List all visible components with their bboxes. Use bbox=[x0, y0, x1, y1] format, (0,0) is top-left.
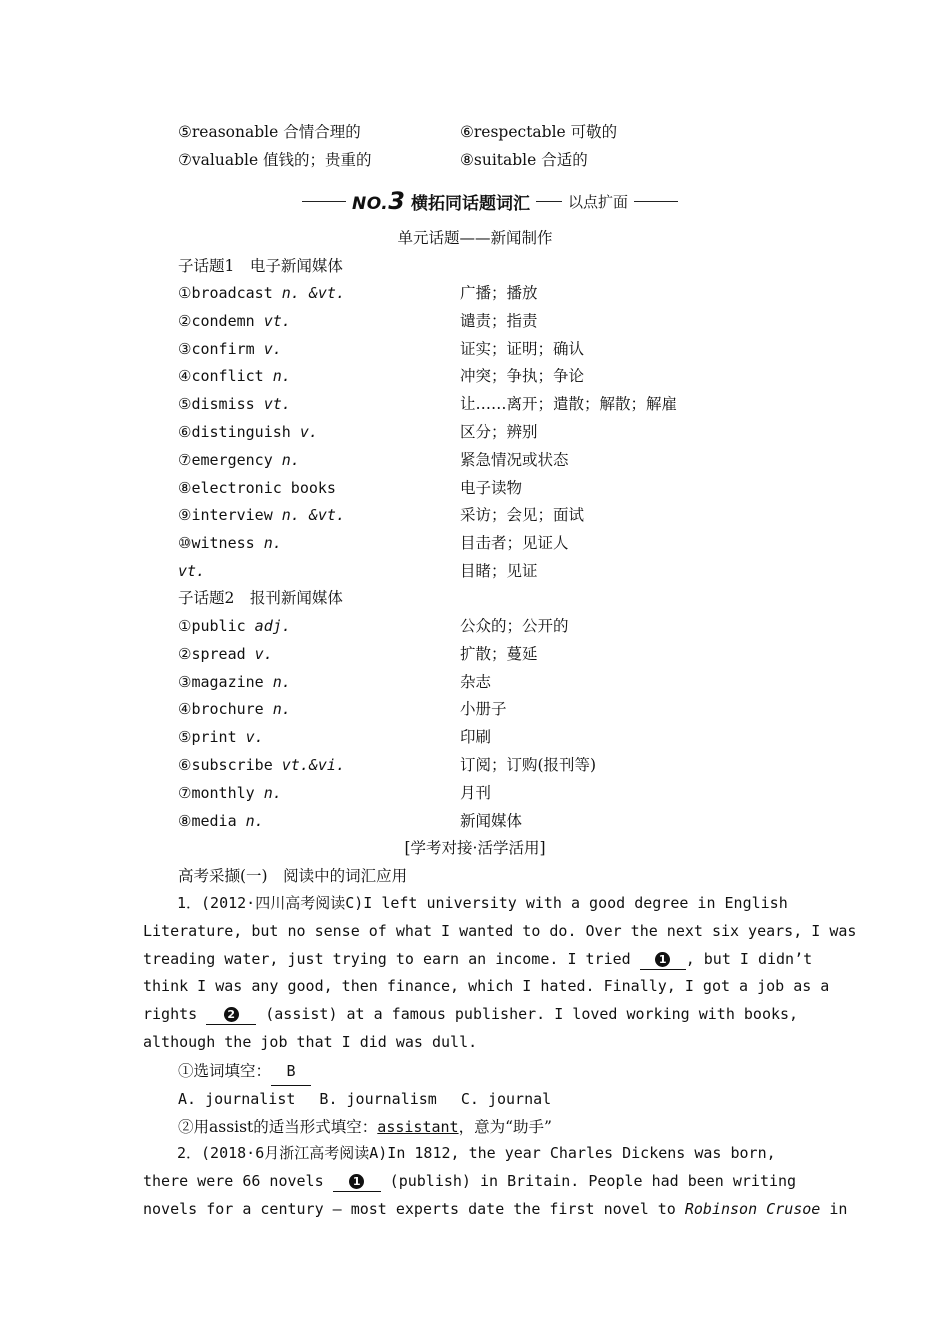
word-text: ①public bbox=[178, 617, 255, 635]
part-of-speech: n. bbox=[263, 534, 282, 553]
text-segment: (publish) in Britain. People had been writing bbox=[380, 1171, 797, 1190]
vocab-word bbox=[178, 335, 282, 363]
part-of-speech: v. bbox=[299, 423, 318, 441]
word-text: ②spread bbox=[178, 644, 255, 663]
answer-blank-1[interactable] bbox=[333, 1171, 381, 1192]
part-of-speech: v. bbox=[254, 644, 273, 663]
vocab-word bbox=[178, 723, 264, 751]
word-text: ⑥distinguish bbox=[178, 423, 300, 441]
blank-number: 1 bbox=[349, 1174, 364, 1189]
text-line bbox=[143, 1001, 807, 1029]
book-title: Robinson Crusoe bbox=[684, 1199, 821, 1218]
part-of-speech: n. &vt. bbox=[281, 506, 345, 525]
options-line: A. journalist B. journalism C. journal bbox=[178, 1090, 552, 1108]
blank-number: 2 bbox=[224, 1007, 239, 1022]
subtopic-1-title: 子话题1 电子新闻媒体 bbox=[178, 257, 343, 275]
vocab-word bbox=[178, 279, 345, 307]
text-line: 1．(2012·四川高考阅读C)I left university with a good degree in English bbox=[177, 894, 788, 912]
divider bbox=[302, 201, 346, 202]
answer-blank-1[interactable] bbox=[640, 949, 686, 970]
banner-prefix: NO. bbox=[352, 194, 389, 214]
part-of-speech: v. bbox=[263, 339, 282, 358]
part-of-speech: n. bbox=[272, 700, 291, 719]
sub-question-label: ①选词填空： bbox=[178, 1062, 272, 1080]
answer-blank-2[interactable] bbox=[206, 1004, 256, 1025]
section-banner bbox=[300, 186, 680, 216]
answer-value: B bbox=[271, 1057, 311, 1086]
vocab-meaning: 公众的；公开的 bbox=[460, 617, 569, 635]
vocab-word bbox=[178, 612, 291, 640]
answer-value: assistant bbox=[377, 1118, 459, 1136]
word-text: ⑩witness bbox=[178, 534, 264, 553]
part-of-speech: v. bbox=[245, 728, 264, 747]
vocab-meaning: 月刊 bbox=[460, 783, 492, 802]
text-segment: treading water, just trying to earn an income. I tried bbox=[143, 949, 640, 968]
vocab-meaning: 目击者；见证人 bbox=[460, 534, 569, 553]
part-of-speech: n. bbox=[245, 811, 264, 830]
text-segment: there were 66 novels bbox=[143, 1171, 333, 1190]
vocab-word bbox=[178, 529, 282, 557]
word-text: ⑦emergency bbox=[178, 450, 282, 469]
sub-question-suffix: ，意为“助手” bbox=[458, 1118, 552, 1136]
word-text: ⑨interview bbox=[178, 506, 282, 525]
vocab-meaning: 冲突；争执；争论 bbox=[460, 367, 585, 386]
blank-number: 1 bbox=[655, 952, 670, 967]
word-text: ⑥subscribe bbox=[178, 756, 282, 774]
vocab-item: ⑤reasonable 合情合理的 bbox=[178, 123, 361, 141]
part-of-speech: vt. bbox=[178, 562, 206, 580]
vocab-word bbox=[178, 751, 345, 779]
text-line bbox=[143, 1196, 848, 1224]
part-of-speech: n. bbox=[263, 783, 282, 802]
vocab-meaning: 紧急情况或状态 bbox=[460, 450, 569, 469]
vocab-word bbox=[178, 695, 291, 723]
word-text: ⑤dismiss bbox=[178, 395, 264, 414]
part-of-speech: vt.&vi. bbox=[281, 756, 345, 774]
banner-title: 横拓同话题词汇 bbox=[410, 193, 530, 214]
sub-question-1 bbox=[178, 1057, 311, 1085]
word-text: ②condemn bbox=[178, 311, 264, 330]
vocab-word bbox=[178, 501, 345, 529]
text-line: although the job that I did was dull. bbox=[143, 1032, 478, 1051]
vocab-word bbox=[178, 807, 264, 835]
word-text: ①broadcast bbox=[178, 284, 282, 302]
vocab-word bbox=[178, 557, 205, 585]
vocab-word bbox=[178, 474, 336, 502]
vocab-word bbox=[178, 668, 291, 696]
word-text: ③magazine bbox=[178, 672, 273, 691]
word-text: ④conflict bbox=[178, 367, 273, 386]
text-line bbox=[143, 946, 813, 974]
vocab-meaning: 新闻媒体 bbox=[460, 811, 523, 830]
subtopic-2-title: 子话题2 报刊新闻媒体 bbox=[178, 589, 343, 607]
part-of-speech: adj. bbox=[254, 617, 291, 635]
text-segment: , but I didn’t bbox=[685, 949, 813, 968]
word-text: ⑦monthly bbox=[178, 783, 264, 802]
banner-subtitle: 以点扩面 bbox=[567, 192, 628, 211]
part-of-speech: vt. bbox=[263, 311, 291, 330]
text-line: Literature, but no sense of what I wanted to do. Over the next six years, I was bbox=[143, 921, 857, 940]
vocab-word bbox=[178, 779, 282, 807]
section-heading: 高考采撷(一) 阅读中的词汇应用 bbox=[178, 867, 408, 885]
divider bbox=[634, 201, 678, 202]
text-segment: rights bbox=[143, 1005, 207, 1024]
question-1 bbox=[143, 890, 857, 1057]
vocab-word bbox=[178, 640, 273, 668]
banner-number: 3 bbox=[388, 187, 405, 215]
text-segment: in bbox=[820, 1199, 848, 1218]
vocab-word bbox=[178, 418, 318, 446]
vocab-meaning: 扩散；蔓延 bbox=[460, 644, 538, 663]
vocab-meaning: 谴责；指责 bbox=[460, 311, 538, 330]
vocab-meaning: 杂志 bbox=[460, 672, 492, 691]
vocab-meaning: 证实；证明；确认 bbox=[460, 339, 585, 358]
vocab-meaning: 采访；会见；面试 bbox=[460, 506, 585, 525]
part-of-speech: n. &vt. bbox=[281, 284, 345, 302]
part-of-speech: vt. bbox=[263, 395, 291, 414]
vocab-meaning: 区分；辨别 bbox=[460, 423, 538, 441]
vocab-meaning: 广播；播放 bbox=[460, 284, 538, 302]
word-text: ⑤print bbox=[178, 728, 246, 747]
unit-topic-heading: 单元话题——新闻制作 bbox=[397, 229, 553, 247]
question-2 bbox=[143, 1140, 848, 1223]
text-line: 2．(2018·6月浙江高考阅读A)In 1812, the year Charles Dickens was born, bbox=[177, 1144, 776, 1162]
sub-question-2 bbox=[178, 1113, 552, 1141]
divider bbox=[536, 201, 562, 202]
vocab-word bbox=[178, 446, 300, 474]
text-segment: (assist) at a famous publisher. I loved working with books, bbox=[256, 1005, 799, 1024]
vocab-word bbox=[178, 307, 291, 335]
word-text: ⑧media bbox=[178, 811, 246, 830]
sub-question-label: ②用assist的适当形式填空： bbox=[178, 1118, 378, 1136]
vocab-meaning: 目睹；见证 bbox=[460, 562, 538, 580]
vocab-item: ⑦valuable 值钱的；贵重的 bbox=[178, 151, 372, 169]
text-line: think I was any good, then finance, which I hated. Finally, I got a job as a bbox=[143, 977, 830, 996]
vocab-meaning: 小册子 bbox=[460, 700, 507, 719]
vocab-word bbox=[178, 362, 291, 390]
text-segment: novels for a century — most experts date the first novel to bbox=[143, 1199, 685, 1218]
word-text: ④brochure bbox=[178, 700, 273, 719]
part-of-speech: n. bbox=[281, 450, 300, 469]
text-line bbox=[143, 1168, 807, 1196]
part-of-speech: n. bbox=[272, 672, 291, 691]
practice-heading: [学考对接·活学活用] bbox=[404, 839, 546, 857]
vocab-item: ⑥respectable 可敬的 bbox=[460, 123, 618, 141]
vocab-meaning: 订阅；订购(报刊等) bbox=[460, 756, 597, 774]
vocab-meaning: 印刷 bbox=[460, 728, 492, 747]
vocab-meaning: 让……离开；遣散；解散；解雇 bbox=[460, 395, 678, 414]
vocab-word bbox=[178, 390, 291, 418]
vocab-meaning: 电子读物 bbox=[460, 478, 523, 497]
part-of-speech: n. bbox=[272, 367, 291, 386]
vocab-item: ⑧suitable 合适的 bbox=[460, 151, 588, 169]
word-text: ⑧electronic books bbox=[178, 478, 336, 497]
word-text: ③confirm bbox=[178, 339, 264, 358]
